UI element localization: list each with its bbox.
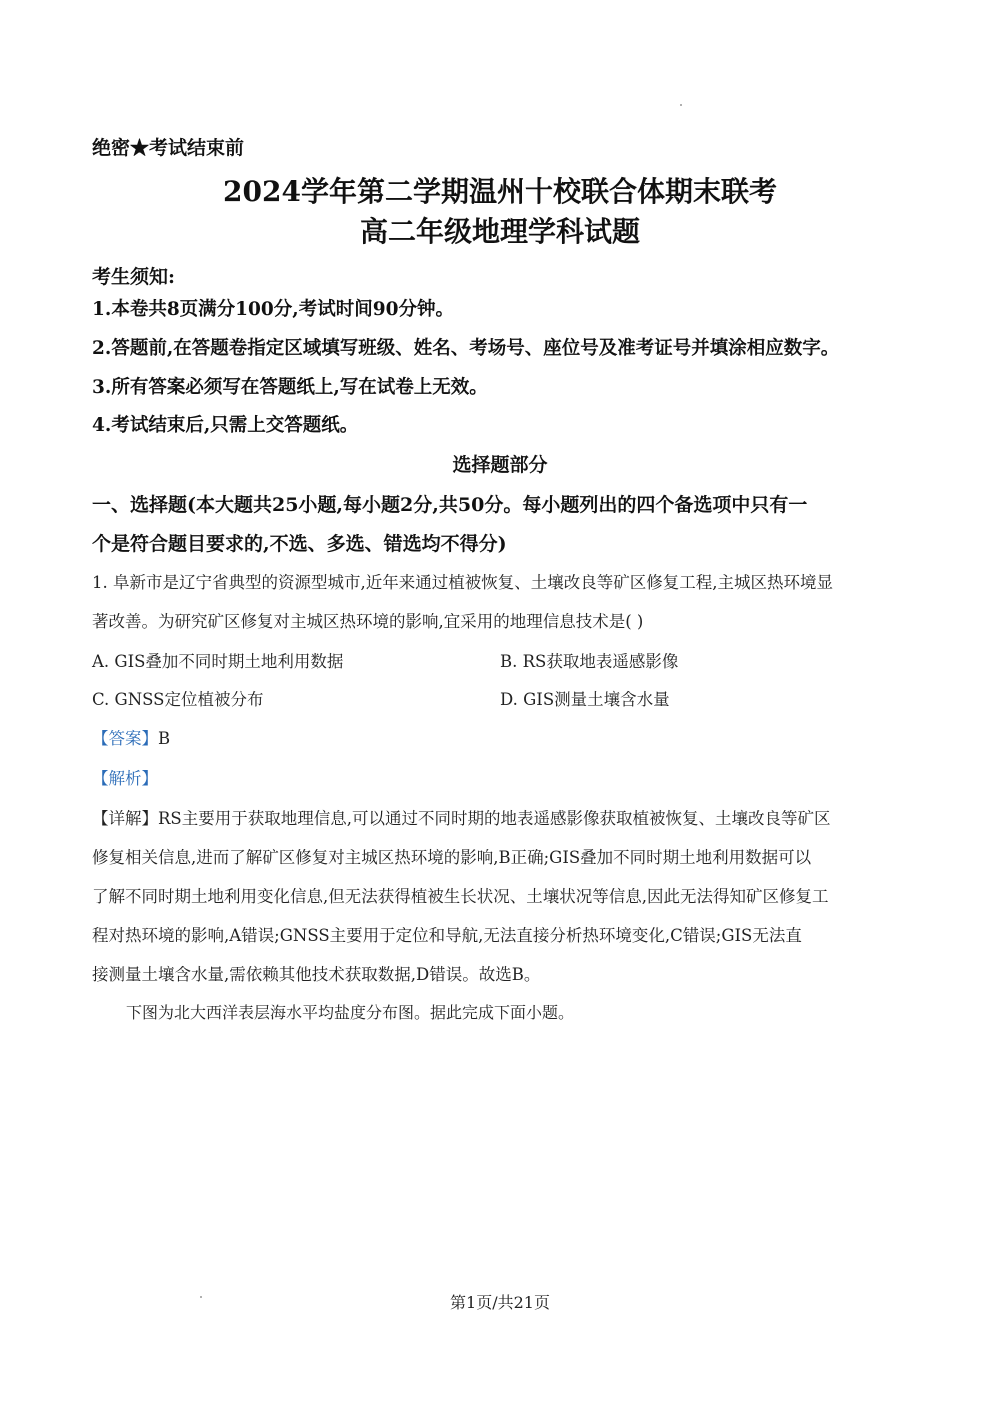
notice-item: 2.答题前,在答题卷指定区域填写班级、姓名、考场号、座位号及准考证号并填涂相应数字。 [92, 338, 840, 359]
next-question-intro: 下图为北大西洋表层海水平均盐度分布图。据此完成下面小题。 [126, 1003, 575, 1022]
section-instruction: 一、选择题(本大题共25小题,每小题2分,共50分。每小题列出的四个备选项中只有一 [92, 494, 808, 516]
option-a: A. GIS叠加不同时期土地利用数据 [92, 652, 344, 671]
detail-line [92, 805, 830, 829]
answer-line [92, 725, 170, 749]
exam-title: 2024学年第二学期温州十校联合体期末联考 [223, 175, 777, 208]
notice-item: 1.本卷共8页满分100分,考试时间90分钟。 [92, 299, 454, 320]
detail-line: 接测量土壤含水量,需依赖其他技术获取数据,D错误。故选B。 [92, 965, 541, 984]
answer-value: B [158, 729, 171, 748]
option-d: D. GIS测量土壤含水量 [500, 690, 670, 709]
detail-line: 了解不同时期土地利用变化信息,但无法获得植被生长状况、土壤状况等信息,因此无法得知矿区修复工 [92, 887, 829, 906]
analysis-tag: 【解析】 [92, 769, 158, 788]
page-number: 第1页/共21页 [450, 1293, 550, 1312]
detail-line: 程对热环境的影响,A错误;GNSS主要用于定位和导航,无法直接分析热环境变化,C错误;GIS无法直 [92, 926, 802, 945]
notice-item: 3.所有答案必须写在答题纸上,写在试卷上无效。 [92, 377, 488, 398]
section-title: 选择题部分 [452, 454, 548, 476]
question-stem: 著改善。为研究矿区修复对主城区热环境的影响,宜采用的地理信息技术是( ) [92, 612, 644, 631]
detail-text: RS主要用于获取地理信息,可以通过不同时期的地表遥感影像获取植被恢复、土壤改良等矿区 [158, 809, 831, 828]
question-stem: 1. 阜新市是辽宁省典型的资源型城市,近年来通过植被恢复、土壤改良等矿区修复工程,主城区热环境显 [92, 573, 833, 592]
option-b: B. RS获取地表遥感影像 [500, 652, 679, 671]
answer-tag: 【答案】 [92, 729, 158, 748]
exam-subtitle: 高二年级地理学科试题 [359, 215, 640, 248]
secret-label: 绝密★考试结束前 [92, 137, 245, 159]
section-instruction: 个是符合题目要求的,不选、多选、错选均不得分) [92, 533, 507, 555]
option-c: C. GNSS定位植被分布 [92, 690, 264, 709]
notice-item: 4.考试结束后,只需上交答题纸。 [92, 415, 359, 436]
notice-heading: 考生须知: [92, 266, 176, 288]
detail-tag: 【详解】 [92, 809, 158, 828]
scan-speck [680, 104, 682, 106]
detail-line: 修复相关信息,进而了解矿区修复对主城区热环境的影响,B正确;GIS叠加不同时期土地利用数据可以 [92, 848, 812, 867]
